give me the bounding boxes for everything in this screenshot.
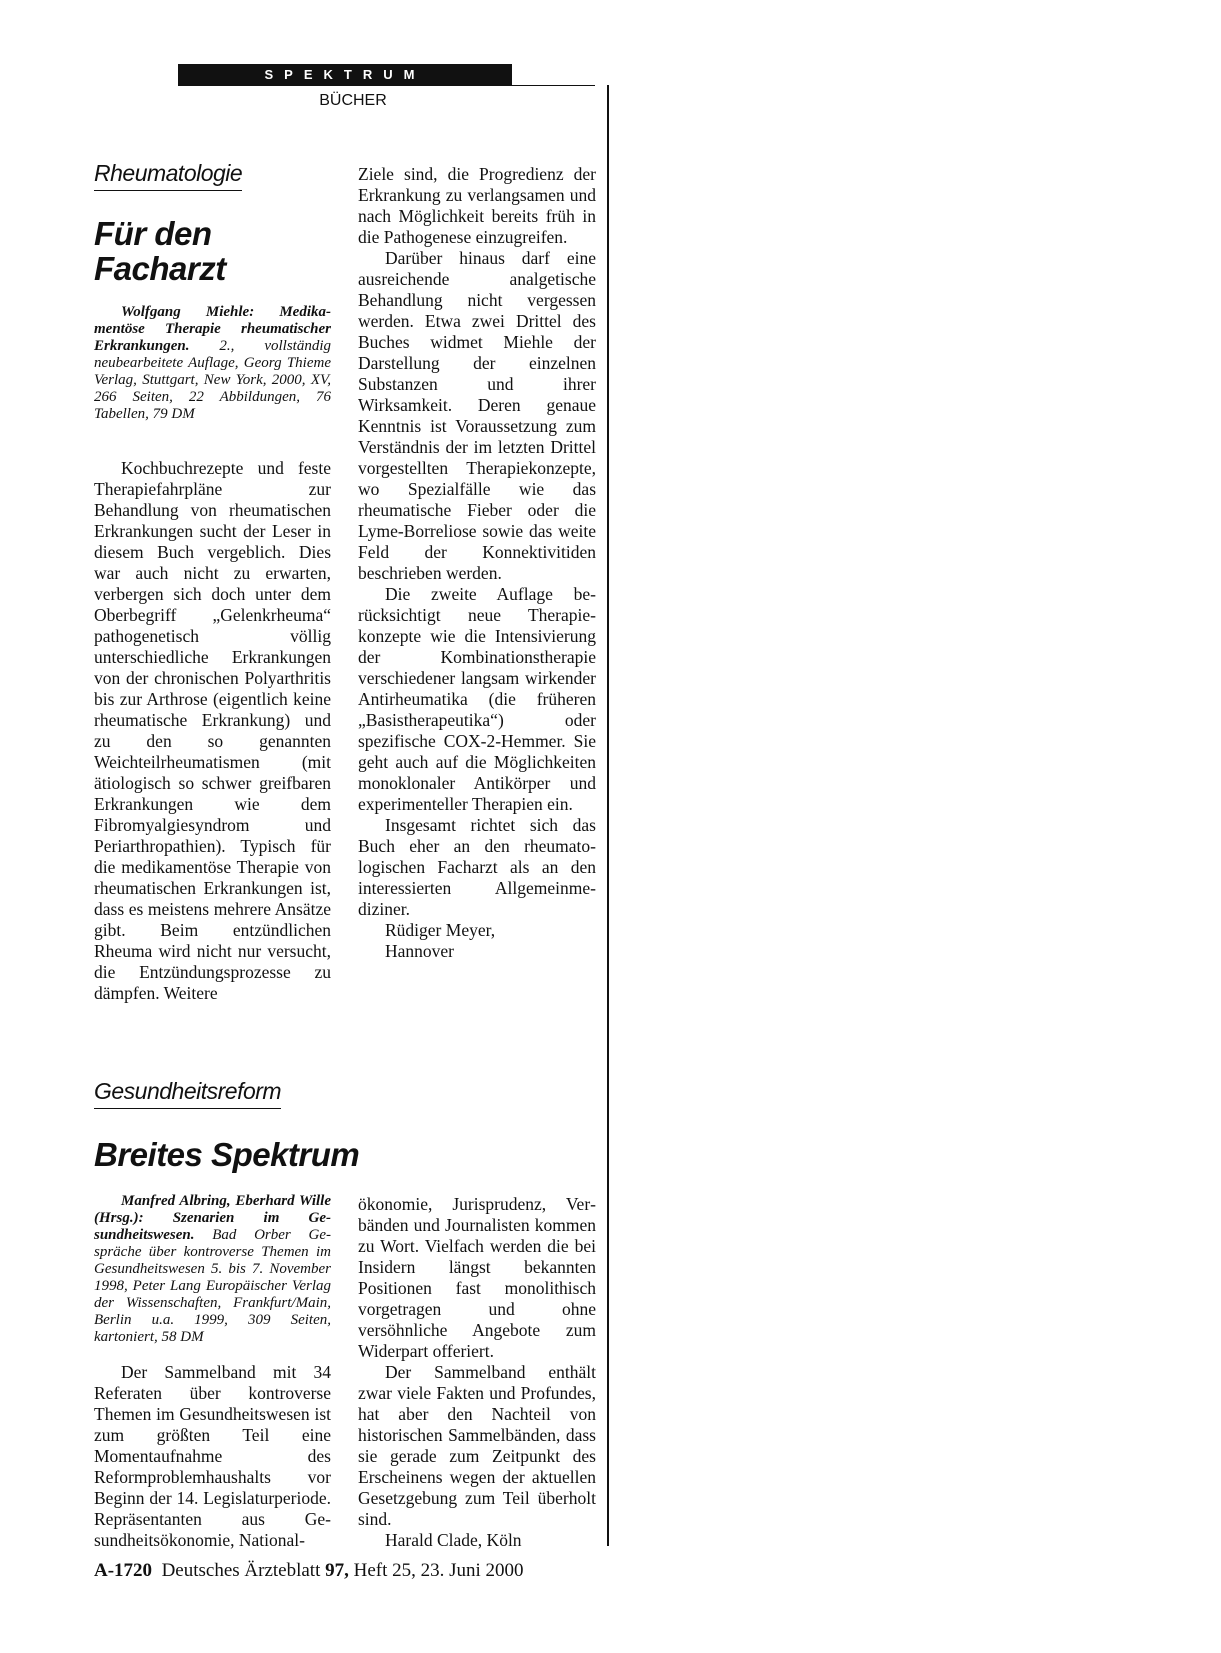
- article1-topic: Rheumatologie: [94, 160, 242, 191]
- section-label: SPEKTRUM: [178, 64, 512, 86]
- article1-author-city: Hannover: [385, 941, 455, 961]
- article1-right-paragraph-3: Insgesamt richtet sich das Buch eher an den rheumatologischen Facharzt als an den interessierten Allgemeinmediziner.: [358, 815, 596, 919]
- footer-page-code: A-1720: [94, 1560, 153, 1581]
- article1-right-paragraph-0: Ziele sind, die Progredienz der Erkrankung zu verlangsamen und nach Möglichkeit bereits früh in die Pathogenese einzugreifen.: [358, 164, 596, 247]
- article2-ref-rest: Bad Orber Gespräche über kontroverse Themen im Gesundheitswesen 5. bis 7. November 1998, Peter Lang Europäischer Verlag der Wissenschaften, Frankfurt/Main, Berlin u.a. 1999, 309 Seiten, kartoniert, 58 DM: [94, 1227, 331, 1345]
- subsection-label: BÜCHER: [319, 92, 387, 109]
- article1-right-column: [358, 164, 596, 962]
- article1-headline-line1: Für den: [94, 215, 212, 252]
- article1-left-column: [94, 458, 331, 1004]
- article1-author-name: Rüdiger Meyer,: [385, 920, 496, 940]
- article2-right-paragraph-1: Der Sammelband enthält zwar viele Fakten und Profundes, hat aber den Nachteil von historischen Sammelbänden, dass sie gerade zum Zeitpunkt des Erscheinens wegen der aktuellen Gesetzgebung zum Teil überholt sind.: [358, 1362, 596, 1529]
- article1-ref-rest: 2., vollständig neubearbeitete Auflage, Georg Thieme Verlag, Stuttgart, New York, 2000, XV, 266 Seiten, 22 Abbildungen, 76 Tabellen, 79 DM: [94, 338, 331, 422]
- article2-author: Harald Clade, Köln: [385, 1530, 522, 1550]
- article2-left-column: [94, 1362, 331, 1551]
- article2-headline: Breites Spektrum: [94, 1136, 360, 1173]
- article1-headline: [94, 216, 226, 286]
- footer-volume: 97,: [325, 1560, 349, 1581]
- article1-book-reference: [94, 304, 331, 423]
- header-rule: [512, 85, 595, 86]
- article2-topic: Gesundheitsreform: [94, 1078, 281, 1109]
- article1-right-paragraph-2: Die zweite Auflage berücksichtigt neue Therapiekonzepte wie die Intensivierung der Kombinationstherapie verschiedener langsam wirkender Antirheumatika (die früheren „Basistherapeutika“) oder spezifische COX-2-Hemmer. Sie geht auch auf die Möglichkeiten monoklonaler Antikörper und experimenteller Therapien ein.: [358, 584, 596, 814]
- page-footer: [94, 1560, 524, 1582]
- article1-right-paragraph-1: Darüber hinaus darf eine ausreichende analgetische Behandlung nicht vergessen werden. Etwa zwei Drittel des Buches widmet Miehle der Darstellung der einzelnen Substanzen und ihrer Wirksamkeit. Deren genaue Kenntnis ist Voraussetzung zum Verständnis der im letzten Drittel vorgestellten Therapiekonzepte, wo Spezialfälle wie das rheumatische Fieber oder die Lyme-Borreliose sowie das weite Feld der Konnektivitiden beschrieben werden.: [358, 248, 596, 583]
- article1-ref-bold: Wolfgang Miehle: Medikamentöse Therapie rheumatischer Erkrankungen.: [94, 304, 331, 354]
- article2-left-paragraph: Der Sammelband mit 34 Referaten über kontroverse Themen im Gesundheitswesen ist zum größten Teil eine Momentaufnahme des Reformproblemhaushalts vor Beginn der 14. Legislaturperiode. Repräsentanten aus Gesundheitsökonomie, National-: [94, 1362, 331, 1550]
- article2-right-paragraph-0: ökonomie, Jurisprudenz, Verbänden und Journalisten kommen zu Wort. Vielfach werden die bei Insidern längst bekannten Positionen fast monolithisch vorgetragen und ohne versöhnliche Angebote zum Widerpart offeriert.: [358, 1194, 596, 1361]
- article2-book-reference: [94, 1193, 331, 1346]
- article2-ref-bold: Manfred Albring, Eberhard Wille (Hrsg.): Szenarien im Gesundheitswesen.: [94, 1193, 331, 1243]
- footer-issue: Heft 25, 23. Juni 2000: [353, 1560, 524, 1581]
- article2-right-column: [358, 1194, 596, 1551]
- article1-headline-line2: Facharzt: [94, 250, 226, 287]
- column-divider: [607, 85, 609, 1546]
- footer-journal: Deutsches Ärzteblatt: [161, 1560, 321, 1581]
- article1-left-paragraph: Kochbuchrezepte und feste Therapiefahrpläne zur Behandlung von rheumatischen Erkrankungen sucht der Leser in diesem Buch vergeblich. Dies war auch nicht zu erwarten, verbergen sich doch unter dem Oberbegriff „Gelenkrheuma“ pathogenetisch völlig unterschiedliche Erkrankungen von der chronischen Polyarthritis bis zur Arthrose (eigentlich keine rheumatische Erkrankung) und zu den so genannten Weichteilrheumatismen (mit ätiologisch so schwer greifbaren Erkrankungen wie dem Fibromyalgiesyndrom und Periarthropathien). Typisch für die medikamentöse Therapie von rheumatischen Erkrankungen ist, dass es meistens mehrere Ansätze gibt. Beim entzündlichen Rheuma wird nicht nur versucht, die Entzündungsprozesse zu dämpfen. Weitere: [94, 458, 331, 1003]
